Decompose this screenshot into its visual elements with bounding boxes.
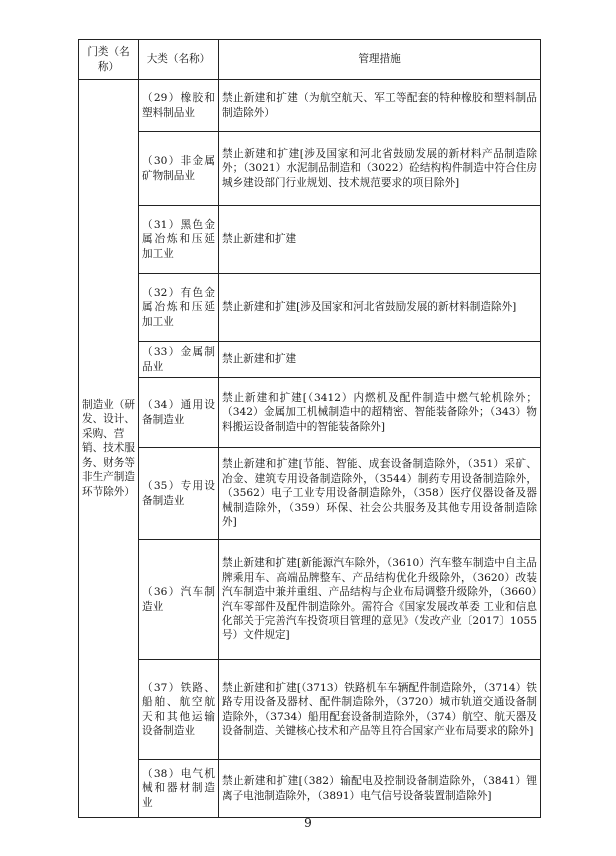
header-menlei: 门类（名称） bbox=[79, 40, 139, 80]
menlei-cell: 制造业（研发、设计、采购、营销、技术服务、财务等非生产制造环节除外） bbox=[79, 80, 139, 818]
measure-cell: 禁止新建和扩建（为航空航天、军工等配套的特种橡胶和塑料制品制造除外） bbox=[219, 80, 541, 132]
table-header-row bbox=[79, 40, 541, 80]
measure-cell: 禁止新建和扩建 bbox=[219, 206, 541, 274]
table-row bbox=[79, 132, 541, 206]
measure-cell: 禁止新建和扩建[涉及国家和河北省鼓励发展的新材料制造除外] bbox=[219, 274, 541, 342]
header-dalei: 大类（名称） bbox=[139, 40, 219, 80]
regulation-table bbox=[78, 39, 541, 818]
dalei-cell: （38）电气机械和器材制造业 bbox=[139, 760, 219, 818]
measure-cell: 禁止新建和扩建[新能源汽车除外，（3610）汽车整车制造中自主品牌乘用车、高端品牌整车、产品结构优化升级除外，（3620）改装汽车制造中兼并重组、产品结构与企业布局调整升级除外，（3660）汽车零部件及配件制造除外。需符合《国家发展改革委 工业和信息化部关于完善汽车投资项目管理的意见》（发改产业〔2017〕1055号）文件规定] bbox=[219, 540, 541, 660]
table-row bbox=[79, 448, 541, 540]
measure-cell: 禁止新建和扩建[涉及国家和河北省鼓励发展的新材料产品制造除外；（3021）水泥制品制造和（3022）砼结构构件制造中符合住房城乡建设部门行业规划、技术规范要求的项目除外] bbox=[219, 132, 541, 206]
dalei-cell: （30）非金属矿物制品业 bbox=[139, 132, 219, 206]
page-number: 9 bbox=[304, 816, 312, 830]
measure-cell: 禁止新建和扩建[（3412）内燃机及配件制造中燃气轮机除外；（342）金属加工机械制造中的超精密、智能装备除外；（343）物料搬运设备制造中的智能装备除外] bbox=[219, 378, 541, 448]
dalei-cell: （33）金属制品业 bbox=[139, 342, 219, 378]
dalei-cell: （37）铁路、船舶、航空航天和其他运输设备制造业 bbox=[139, 660, 219, 760]
dalei-cell: （35）专用设备制造业 bbox=[139, 448, 219, 540]
table-row bbox=[79, 378, 541, 448]
table-row bbox=[79, 760, 541, 818]
measure-cell: 禁止新建和扩建[节能、智能、成套设备制造除外，（351）采矿、冶金、建筑专用设备制造除外，（3544）制药专用设备制造除外，（3562）电子工业专用设备制造除外，（358）医疗仪器设备及器械制造除外，（359）环保、社会公共服务及其他专用设备制造除外] bbox=[219, 448, 541, 540]
dalei-cell: （29）橡胶和塑料制品业 bbox=[139, 80, 219, 132]
dalei-cell: （31）黑色金属冶炼和压延加工业 bbox=[139, 206, 219, 274]
measure-cell: 禁止新建和扩建 bbox=[219, 342, 541, 378]
table-row bbox=[79, 660, 541, 760]
table-row bbox=[79, 274, 541, 342]
table-row bbox=[79, 342, 541, 378]
measure-cell: 禁止新建和扩建[（382）输配电及控制设备制造除外，（3841）锂离子电池制造除外，（3891）电气信号设备装置制造除外] bbox=[219, 760, 541, 818]
dalei-cell: （34）通用设备制造业 bbox=[139, 378, 219, 448]
dalei-cell: （36）汽车制造业 bbox=[139, 540, 219, 660]
table-row bbox=[79, 206, 541, 274]
dalei-cell: （32）有色金属冶炼和压延加工业 bbox=[139, 274, 219, 342]
measure-cell: 禁止新建和扩建[（3713）铁路机车车辆配件制造除外，（3714）铁路专用设备及器材、配件制造除外，（3720）城市轨道交通设备制造除外，（3734）船用配套设备制造除外，（374）航空、航天器及设备制造、关键核心技术和产品等且符合国家产业布局要求的除外] bbox=[219, 660, 541, 760]
table-row bbox=[79, 540, 541, 660]
header-measures: 管理措施 bbox=[219, 40, 541, 80]
table-row bbox=[79, 80, 541, 132]
